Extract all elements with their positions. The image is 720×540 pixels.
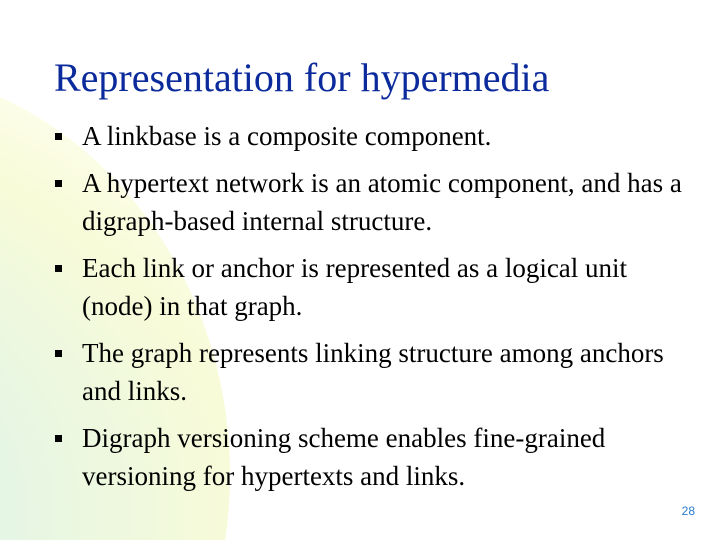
bullet-item xyxy=(55,419,695,495)
bullet-item xyxy=(55,334,695,410)
bullet-item xyxy=(55,249,695,325)
bullet-text: A linkbase is a composite component. xyxy=(82,121,492,151)
bullet-text: Digraph versioning scheme enables fine-grained versioning for hypertexts and links. xyxy=(82,423,606,491)
square-bullet-icon xyxy=(55,265,62,272)
square-bullet-icon xyxy=(55,180,62,187)
page-number: 28 xyxy=(681,504,695,518)
bullet-text: The graph represents linking structure among anchors and links. xyxy=(82,338,664,406)
bullet-list xyxy=(55,117,695,504)
bullet-text: Each link or anchor is represented as a logical unit (node) in that graph. xyxy=(82,253,628,321)
bullet-item xyxy=(55,117,695,155)
square-bullet-icon xyxy=(55,435,62,442)
bullet-text: A hypertext network is an atomic component, and has a digraph-based internal structure. xyxy=(82,168,682,236)
slide-title: Representation for hypermedia xyxy=(54,55,550,100)
square-bullet-icon xyxy=(55,350,62,357)
bullet-item xyxy=(55,164,695,240)
square-bullet-icon xyxy=(55,133,62,140)
